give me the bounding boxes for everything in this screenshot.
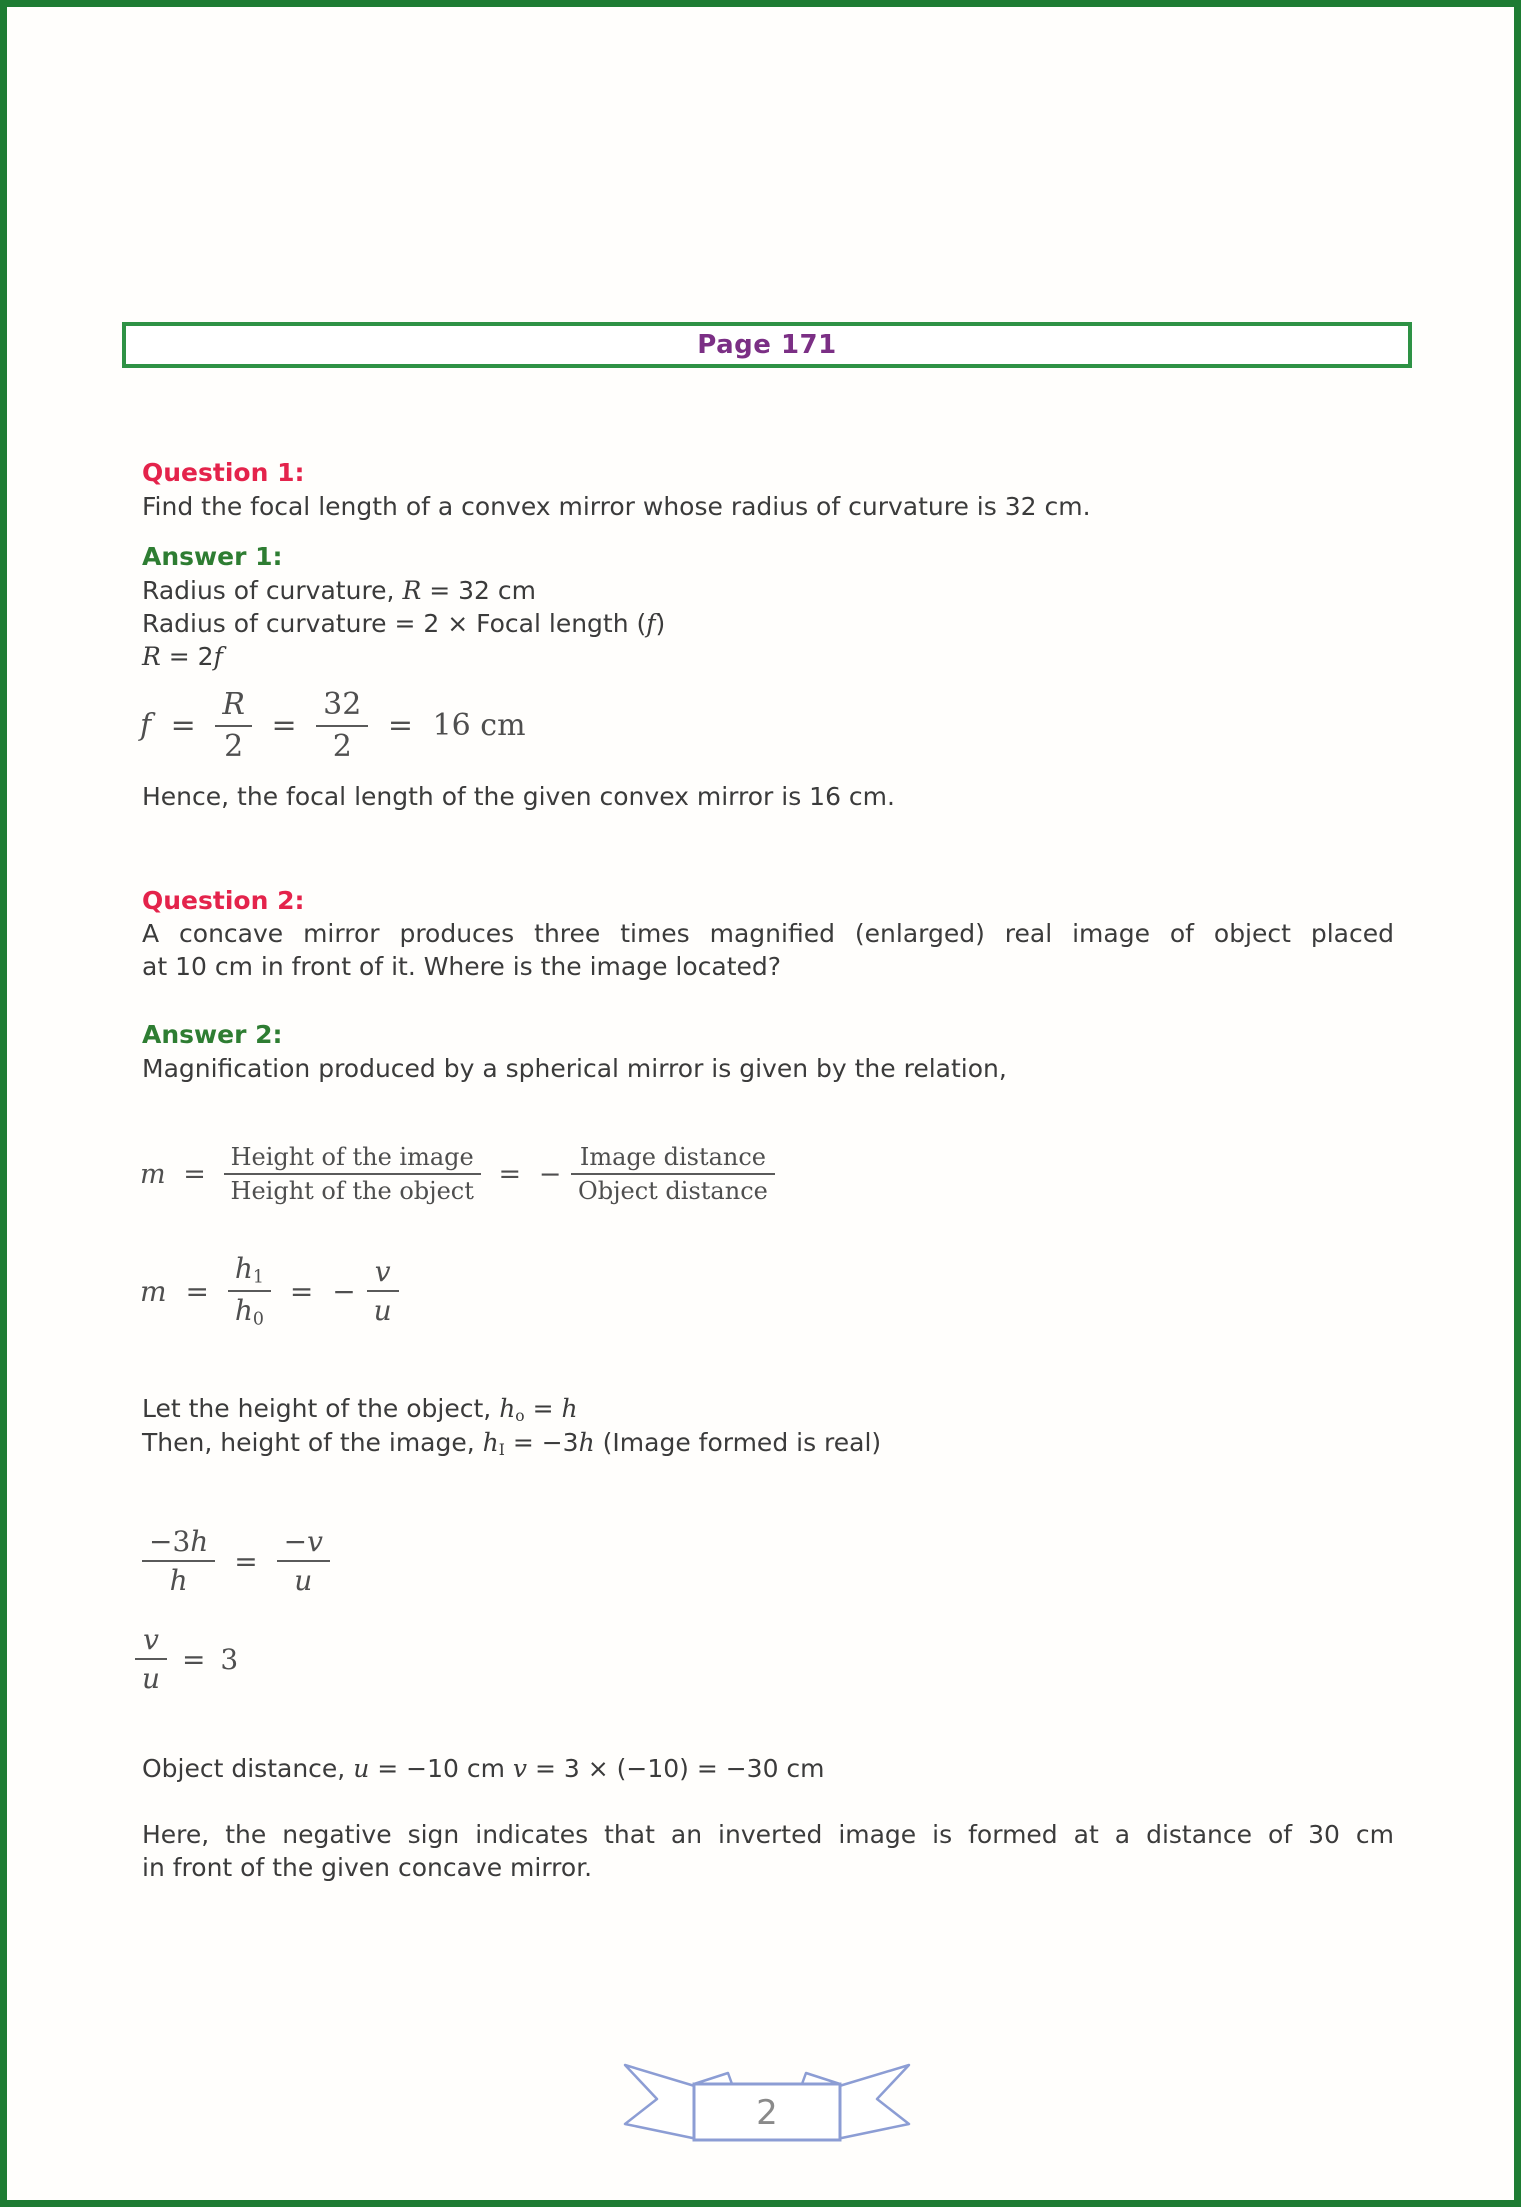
formula-lhs: m: [140, 1158, 166, 1190]
answer-1-heading: Answer 1:: [142, 542, 283, 571]
fraction-heights: [224, 1141, 481, 1207]
question-2-line-1: A concave mirror produces three times magnified (enlarged) real image of object placed: [142, 919, 1394, 948]
formula-lhs: f: [140, 708, 152, 743]
formula-result: 16 cm: [432, 708, 526, 743]
ribbon-icon: [615, 2053, 919, 2149]
equals-sign: =: [183, 1158, 206, 1190]
equals-sign: =: [271, 708, 297, 743]
object-distance-text: Object distance,: [142, 1754, 354, 1783]
r-variable: R: [142, 642, 161, 671]
formula-magnification-symbols: [140, 1250, 399, 1332]
h-variable: h: [234, 1252, 253, 1285]
equals-minus-3: = −3: [504, 1428, 579, 1457]
fraction-numerator: 32: [323, 687, 362, 722]
subscript-I: I: [498, 1440, 505, 1459]
equals-sign: =: [498, 1158, 522, 1190]
fraction-denominator: Object distance: [571, 1173, 775, 1207]
fraction-32-over-2: [316, 685, 368, 766]
subscript-o: o: [515, 1406, 525, 1425]
fraction-v-over-u: [135, 1621, 167, 1697]
equals-sign: =: [524, 1394, 562, 1423]
fraction-v-over-u: [367, 1253, 399, 1329]
fraction-denominator: [228, 1290, 271, 1332]
fraction-numerator: [142, 1523, 215, 1560]
radius-value: = 32 cm: [421, 576, 536, 605]
minus-sign: −: [283, 1525, 308, 1558]
fraction-denominator: 2: [215, 725, 252, 767]
formula-height-ratio: [142, 1523, 330, 1599]
minus-3: −3: [149, 1525, 191, 1558]
h-variable: h: [499, 1394, 516, 1423]
fraction-numerator: [228, 1250, 271, 1290]
conclusion-line-2: in front of the given concave mirror.: [142, 1853, 593, 1882]
equals-sign: =: [185, 1274, 209, 1308]
h-variable: h: [561, 1394, 578, 1423]
fraction-numerator: R: [222, 687, 245, 722]
page-number: 2: [756, 2093, 778, 2133]
formula-v-over-u: [142, 1621, 238, 1697]
h-variable: h: [578, 1428, 595, 1457]
question-2-heading: Question 2:: [142, 886, 305, 915]
radius-line-text: Radius of curvature,: [142, 576, 403, 605]
equals-sign: =: [234, 1544, 258, 1578]
answer-2-heading: Answer 2:: [142, 1020, 283, 1049]
answer-2-object-distance-line: [142, 1752, 1394, 1785]
formula-result: 3: [220, 1642, 239, 1676]
fraction-numerator: v: [374, 1255, 391, 1289]
equals-sign: =: [289, 1274, 314, 1308]
page-header-title: Page 171: [697, 330, 837, 360]
equals-sign: =: [181, 1642, 206, 1676]
radius-variable: R: [402, 576, 422, 605]
fraction-numerator: Image distance: [579, 1143, 767, 1171]
question-1-text: Find the focal length of a convex mirror whose radius of curvature is 32 cm.: [142, 492, 1091, 521]
h-variable: h: [482, 1428, 499, 1457]
fraction-denominator: u: [277, 1560, 330, 1599]
minus-sign: −: [332, 1274, 356, 1308]
r2f-equals: = 2: [160, 642, 214, 671]
fraction-numerator: Height of the image: [230, 1143, 474, 1171]
fraction-denominator: 2: [316, 725, 368, 767]
answer-2-then-line: [142, 1426, 1394, 1467]
u-variable: u: [353, 1754, 370, 1783]
fraction-minusv-over-u: [277, 1523, 330, 1599]
conclusion-line-1: Here, the negative sign indicates that an inverted image is formed at a distance of 30 cm: [142, 1820, 1394, 1849]
fraction-denominator: u: [135, 1658, 167, 1697]
fraction-denominator: h: [142, 1560, 215, 1599]
page-number-ribbon: [615, 2053, 919, 2149]
fraction-denominator: Height of the object: [224, 1173, 481, 1207]
fraction-denominator: u: [367, 1290, 399, 1329]
equals-sign: =: [387, 708, 414, 743]
answer-2-conclusion: [142, 1818, 1394, 1884]
answer-1-radius-line: [142, 574, 1394, 607]
fraction-h1-over-h0: [228, 1250, 271, 1332]
h-variable: h: [234, 1294, 253, 1328]
focal-length-variable: f: [646, 609, 656, 638]
u-value: = −10 cm: [369, 1754, 513, 1783]
v-variable: v: [307, 1525, 323, 1558]
answer-1-r2f-line: [142, 640, 1394, 673]
fraction-minus3h-over-h: [142, 1523, 215, 1599]
page-header-box: [122, 322, 1412, 368]
fraction-numerator: v: [143, 1623, 159, 1656]
let-line-text: Let the height of the object,: [142, 1394, 500, 1423]
equals-sign: =: [170, 708, 196, 743]
v-variable: v: [512, 1754, 528, 1783]
question-2-text: [142, 917, 1394, 983]
fraction-distances: [571, 1141, 775, 1207]
subscript: 1: [252, 1267, 264, 1288]
question-1-heading: Question 1:: [142, 458, 305, 487]
relation-line-text: Radius of curvature = 2 × Focal length (: [142, 609, 647, 638]
fraction-numerator: [277, 1523, 330, 1560]
formula-focal-length: [140, 685, 526, 766]
then-line-note: (Image formed is real): [594, 1428, 882, 1457]
answer-1-conclusion: Hence, the focal length of the given convex mirror is 16 cm.: [142, 782, 895, 811]
f-variable: f: [213, 642, 223, 671]
subscript: 0: [252, 1309, 264, 1330]
fraction-R-over-2: [215, 685, 252, 766]
answer-2-intro: Magnification produced by a spherical mirror is given by the relation,: [142, 1054, 1007, 1083]
question-2-line-2: at 10 cm in front of it. Where is the image located?: [142, 952, 782, 981]
minus-sign: −: [538, 1158, 562, 1190]
relation-line-close: ): [655, 609, 666, 638]
answer-1-relation-line: [142, 607, 1394, 640]
v-value: = 3 × (−10) = −30 cm: [527, 1754, 825, 1783]
h-variable: h: [190, 1525, 209, 1558]
formula-lhs: m: [140, 1274, 167, 1308]
formula-magnification-definition: [140, 1141, 775, 1207]
then-line-text: Then, height of the image,: [142, 1428, 483, 1457]
